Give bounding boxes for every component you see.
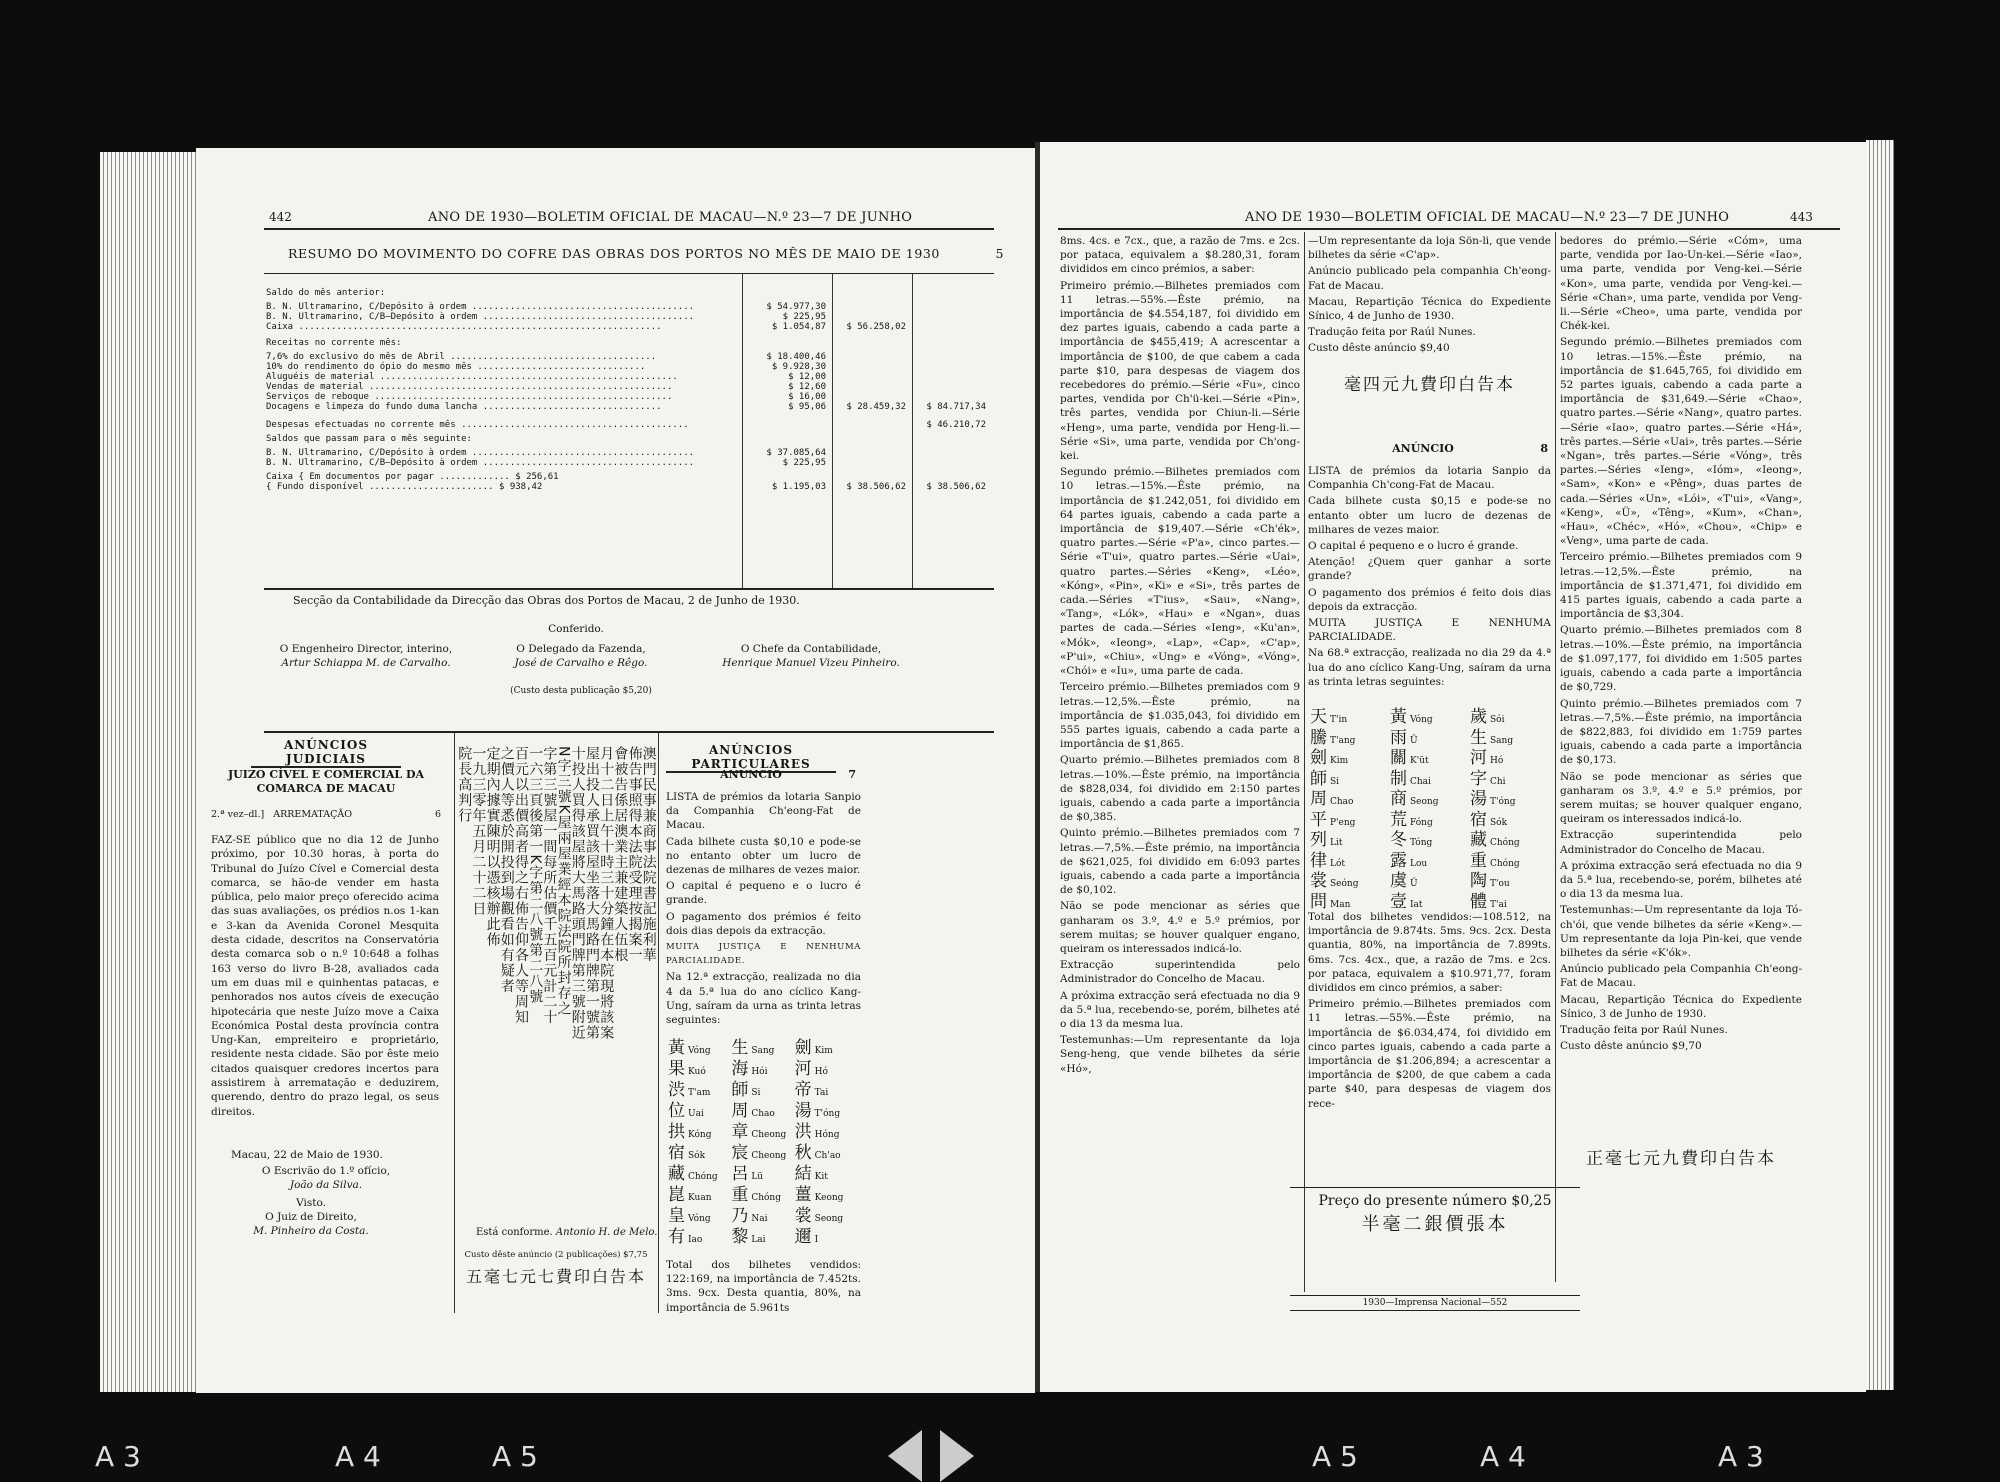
- letter-char: 黃: [668, 1038, 685, 1058]
- resumo-row: [266, 338, 986, 348]
- juiz: Visto. O Juiz de Direito, M. Pinheiro da Costa.: [253, 1197, 369, 1238]
- letter-char: 雨: [1390, 727, 1407, 748]
- letter-romanization: Chóng: [1490, 858, 1520, 869]
- column-divider: [454, 733, 455, 1313]
- resumo-value: $ 9.928,30: [771, 362, 826, 372]
- paragraph: Anúncio publicado pela companhia Ch'eong-Fat de Macau.: [1308, 265, 1551, 292]
- letter-romanization: Seóng: [1330, 879, 1359, 889]
- chinese-column: 院長高判行: [456, 746, 473, 824]
- resumo-row: [266, 458, 986, 468]
- letter-romanization: Cheong: [751, 1130, 787, 1140]
- letter-char: 重: [1470, 850, 1487, 871]
- resumo-row: [266, 362, 986, 372]
- letter-char: 陶: [1470, 871, 1487, 891]
- resumo-row: [266, 372, 986, 382]
- letter-char: 藏: [1470, 830, 1487, 850]
- letter-romanization: Kóng: [688, 1130, 712, 1140]
- letter-romanization: Hói: [751, 1067, 768, 1077]
- letter-char: 洪: [794, 1122, 812, 1142]
- letter-romanization: Sói: [1490, 715, 1505, 725]
- letter-romanization: Si: [1330, 776, 1340, 787]
- resumo-label: Serviços de reboque .......................................................: [266, 392, 673, 402]
- resumo-value: $ 46.210,72: [926, 420, 986, 430]
- resumo-row: [266, 482, 986, 492]
- chinese-column: 會被告係居澳業主兼建築人伍根: [612, 746, 629, 963]
- header-rule: [1058, 228, 1840, 230]
- paragraph: 8ms. 4cs. e 7cx., que, a razão de 7ms. e 2cs. por pataca, equivalem a $8.280,31, foram divididos em cinco prémios, a saber:: [1060, 235, 1300, 276]
- letter-romanization: Sók: [688, 1151, 706, 1161]
- resumo-row: [266, 352, 986, 362]
- chinese-column: 屋出投人承買該屋坐落大馬路門牌第一號第: [584, 746, 600, 1041]
- right-column-2-top: [1308, 234, 1551, 358]
- col3-cjk-footer: 正毫七元九費印白告本: [1586, 1149, 1776, 1169]
- letter-char: 劍: [1310, 748, 1327, 768]
- letter-char: 邇: [794, 1227, 812, 1247]
- letter-romanization: T'óng: [814, 1109, 841, 1119]
- resumo-label: { Fundo disponível ....................... $ 938,42: [266, 482, 543, 492]
- letter-char: 崑: [668, 1185, 685, 1205]
- letter-char: 宿: [1470, 809, 1487, 830]
- escrivao: O Escrivão do 1.º ofício, João da Silva.: [261, 1165, 391, 1192]
- letter-char: 帝: [794, 1080, 812, 1100]
- resumo-row: [266, 420, 986, 430]
- page-number: 442: [269, 210, 292, 224]
- resumo-label: B. N. Ultramarino, C/B–Depósito à ordem .......................................: [266, 458, 695, 468]
- resumo-value: $ 38.506,62: [926, 482, 986, 492]
- section-rule: [264, 731, 994, 733]
- conforme: Está conforme. Antonio H. de Melo.: [476, 1227, 658, 1238]
- paragraph: Atenção! ¿Quem quer ganhar a sorte grande?: [1308, 556, 1551, 583]
- resumo-label: Caixa { Em documentos por pagar ............. $ 256,61: [266, 472, 559, 482]
- resumo-value: $ 225,95: [782, 312, 826, 322]
- price-cjk: 半毫二銀價張本: [1361, 1214, 1509, 1235]
- letter-romanization: T'óng: [1490, 797, 1516, 807]
- chinese-column: 月十二日上午十時三十分鐘在本院現將該案: [598, 746, 615, 1041]
- letter-char: 裳: [1310, 871, 1327, 891]
- letter-char: 湯: [794, 1101, 812, 1121]
- letter-romanization: Kim: [814, 1046, 833, 1056]
- resumo-row: [266, 402, 986, 412]
- resumo-label: Receitas no corrente mês:: [266, 338, 402, 348]
- chinese-footer: 五毫七元七費印白告本: [465, 1267, 646, 1286]
- right-column-2-totals: [1308, 910, 1551, 1113]
- paragraph: Quarto prémio.—Bilhetes premiados com 8 letras.—10%.—Êste prémio, na importância de $828,034, foi dividido em 2:150 partes iguais, cabendo a cada parte a importância de $0,385.: [1060, 754, 1300, 824]
- letter-char: 周: [731, 1101, 749, 1121]
- letter-romanization: P'eng: [1330, 817, 1356, 828]
- resumo-row: [266, 322, 986, 332]
- film-mark: A 4: [1480, 1440, 1526, 1473]
- letter-romanization: Vóng: [688, 1046, 711, 1056]
- resumo-label: B. N. Ultramarino, C/Depósito à ordem .........................................: [266, 302, 695, 312]
- letter-char: 位: [668, 1101, 685, 1121]
- chinese-column: 澳門民事兼商事法院書記施利華: [640, 746, 657, 963]
- letter-cell: [1390, 887, 1423, 912]
- letter-romanization: Chai: [1410, 776, 1431, 787]
- resumo-value: $ 1.054,87: [771, 322, 826, 332]
- paragraph: Quinto prémio.—Bilhetes premiados com 7 letras.—7,5%.—Êste prémio, na importância de $621,025, foi dividido em 6:093 partes iguais, cabendo a cada parte a importância de $0,102.: [1060, 827, 1300, 897]
- letter-romanization: Iat: [1410, 899, 1423, 910]
- paragraph: Tradução feita por Raúl Nunes.: [1308, 326, 1476, 339]
- table-divider: [832, 273, 833, 588]
- resumo-value: $ 54.977,30: [766, 302, 826, 312]
- particulares-body: LISTA de prémios da lotaria Sanpio da Companhia Ch'eong-Fat de Macau. Cada bilhete custa $0,10 e pode-se no entanto obter um lucro de dezenas de milhares de vezes maior. O capital é pequeno e o lucro é grande. O pagamento dos prémios é feito dois dias depois da extracção. MUITA JUSTIÇA E NENHUMA PARCIALIDADE. Na 12.ª extracção, realizada no dia 4 da 5.ª lua do ano cíclico Kang-Ung, saíram da urna as trinta letras seguintes:: [666, 791, 861, 1027]
- letter-char: 關: [1390, 748, 1407, 768]
- chinese-column: 一六三頁後第一K字第二八號第二八號: [527, 746, 544, 1005]
- resumo-label: Saldo do mês anterior:: [266, 288, 386, 298]
- resumo-label: Saldos que passam para o mês seguinte:: [266, 434, 472, 444]
- title-rule: [264, 273, 994, 274]
- resumo-value: $ 95,06: [788, 402, 826, 412]
- paragraph: Anúncio publicado pela Companhia Ch'eong-Fat de Macau.: [1560, 963, 1802, 990]
- letter-char: 結: [794, 1164, 812, 1184]
- letter-char: 皇: [668, 1206, 685, 1226]
- letter-char: 秋: [794, 1143, 812, 1163]
- arrematacao-line: 2.ª vez–dl.] ARREMATAÇÃO 6: [211, 809, 441, 820]
- resumo-value: $ 37.085,64: [766, 448, 826, 458]
- letter-romanization: Si: [751, 1088, 761, 1098]
- letter-romanization: Hó: [1490, 756, 1504, 766]
- letter-char: 有: [668, 1227, 685, 1247]
- letter-char: 平: [1310, 809, 1327, 830]
- resumo-value: $ 18.400,46: [766, 352, 826, 362]
- film-arrow-left: [888, 1430, 922, 1482]
- letter-char: 冬: [1390, 830, 1407, 850]
- letter-cell: [731, 1222, 765, 1247]
- letter-romanization: T'ou: [1490, 879, 1510, 889]
- page-number: 443: [1790, 210, 1813, 224]
- letter-romanization: Kit: [814, 1172, 828, 1182]
- resumo-label: 7,6% do exclusivo do mês de Abril ......................................: [266, 352, 657, 362]
- paragraph: Cada bilhete custa $0,15 e pode-se no entanto obter um lucro de dezenas de milhares de vezes maior.: [1308, 495, 1551, 536]
- letter-char: 乃: [731, 1206, 749, 1226]
- paragraph: Extracção superintendida pelo Administrador do Concelho de Macau.: [1060, 959, 1300, 986]
- resumo-label: Docagens e limpeza do fundo duma lancha .................................: [266, 402, 662, 412]
- letter-romanization: Tai: [814, 1088, 829, 1098]
- chinese-custo: Custo dêste anúncio (2 publicações) $7,75: [464, 1250, 648, 1260]
- letter-romanization: Kim: [1330, 756, 1349, 766]
- letter-char: 河: [1470, 748, 1487, 768]
- paragraph: Segundo prémio.—Bilhetes premiados com 10 letras.—15%.—Êste prémio, na importância de $1.242,051, foi dividido em 64 partes iguais, cabendo a cada parte a importância de $19,407.—Série «Ch'ék», quatro partes.—Série «P'a», cinco partes.—Série «T'ui», quatro partes.—Série «Uai», quatro partes.—Séries «Keng», «Léo», «Kóng», «Pin», «Ki» e «Si», três partes de cada.—Séries «T'ius», «Sau», «Nang», «Tang», «Lók», «Hau» e «Ngan», duas partes de cada.—Séries «Ieng», «Ku'an», «Mók», «Ieong», «Lap», «Cap», «C'ap», «P'ui», «Chiu», «Ung» e «Vóng», «Vóng», «Chói» e «Iu», uma parte de cada.: [1060, 466, 1300, 678]
- letter-char: 荒: [1390, 809, 1407, 830]
- chinese-column: N字三號K屋兩屋業經本院法院所封存之: [555, 746, 572, 1017]
- right-column-3: [1560, 234, 1802, 1055]
- paragraph: Tradução feita por Raúl Nunes.: [1560, 1023, 1728, 1036]
- column-divider: [1304, 232, 1305, 1292]
- letter-romanization: Chao: [751, 1109, 775, 1119]
- price-line: Preço do presente número $0,25: [1318, 1193, 1552, 1209]
- letter-char: 劍: [794, 1038, 812, 1058]
- letter-cell: [1310, 887, 1350, 912]
- film-strip: [0, 1393, 2000, 1465]
- letter-romanization: Nai: [751, 1214, 768, 1224]
- letter-char: 字: [1470, 768, 1487, 789]
- imprensa-nacional: 1930—Imprensa Nacional—552: [1290, 1295, 1580, 1311]
- table-divider: [912, 273, 913, 588]
- letter-romanization: Uai: [688, 1109, 704, 1119]
- letter-char: 制: [1390, 768, 1407, 789]
- chinese-column: 一九三零年五月二十二日: [470, 746, 487, 917]
- column-divider: [658, 733, 659, 1313]
- letter-char: 裳: [794, 1206, 812, 1226]
- letter-romanization: Man: [1330, 899, 1351, 910]
- resumo-value: $ 28.459,32: [846, 402, 906, 412]
- resumo-row: [266, 472, 986, 482]
- letter-char: 藏: [668, 1164, 685, 1184]
- paragraph: LISTA de prémios da lotaria Sanpio da Companhia Ch'cong-Fat de Macau.: [1308, 465, 1551, 492]
- resumo-row: [266, 312, 986, 322]
- letter-char: 宿: [668, 1143, 685, 1163]
- letter-char: 律: [1310, 850, 1327, 871]
- paragraph: bedores do prémio.—Série «Cóm», uma parte, vendida por Iao-Un-kei.—Série «Iao», uma parte, vendida por Veng-kei.—Série «Kon», uma parte, vendida por Veng-kei.—Série «Chan», uma parte, vendida por Veng-li.—Série «Cheo», uma parte, vendida por Chék-kei.: [1560, 235, 1802, 333]
- paragraph: Terceiro prémio.—Bilhetes premiados com 9 letras.—12,5%.—Êste prémio, na importância de $1.035,043, foi dividido em 555 partes iguais, cabendo a cada parte a importância de $1,865.: [1060, 681, 1300, 751]
- letter-romanization: Lót: [1330, 858, 1346, 869]
- letter-romanization: Iao: [688, 1235, 703, 1245]
- letter-romanization: T'ai: [1490, 899, 1507, 910]
- letter-char: 海: [731, 1059, 749, 1079]
- conferido: Conferido.: [548, 623, 604, 635]
- paragraph: Extracção superintendida pelo Administrador do Concelho de Macau.: [1560, 829, 1802, 856]
- resumo-label: Vendas de material ........................................................: [266, 382, 673, 392]
- paragraph: Na 68.ª extracção, realizada no dia 29 da 4.ª lua do ano cíclico Kang-Ung, saíram da urna as trinta letras seguintes:: [1308, 647, 1551, 688]
- letter-romanization: Chao: [1330, 797, 1354, 807]
- letter-romanization: Ü: [1410, 735, 1418, 746]
- resumo-label: Caixa ...................................................................: [266, 322, 662, 332]
- resumo-title: RESUMO DO MOVIMENTO DO COFRE DAS OBRAS DOS PORTOS NO MÊS DE MAIO DE 1930 5: [288, 246, 1004, 261]
- letter-romanization: Lai: [751, 1235, 766, 1245]
- letter-char: 生: [1470, 727, 1487, 748]
- seccao-text: Secção da Contabilidade da Direcção das Obras dos Portos de Macau, 2 de Junho de 1930.: [293, 594, 800, 607]
- film-mark: A 5: [1312, 1440, 1358, 1473]
- letter-romanization: Cheong: [751, 1151, 787, 1161]
- paragraph: O capital é pequeno e o lucro é grande.: [1308, 540, 1519, 553]
- paragraph: Custo dêste anúncio $9,70: [1560, 1040, 1702, 1053]
- resumo-value: $ 16,00: [788, 392, 826, 402]
- letter-romanization: Keong: [814, 1193, 844, 1203]
- resumo-row: [266, 382, 986, 392]
- paragraph: Terceiro prémio.—Bilhetes premiados com 9 letras.—12,5%.—Êste prémio, na importância de $1.371,471, foi dividido em 415 partes iguais, cabendo a cada parte a importância de $3,304.: [1560, 551, 1802, 621]
- letter-char: 體: [1470, 891, 1487, 912]
- film-mark: A 5: [492, 1440, 538, 1473]
- letter-romanization: Lou: [1410, 858, 1428, 869]
- paragraph: Segundo prémio.—Bilhetes premiados com 10 letras.—15%.—Êste prémio, na importância de $1.645,765, foi dividido em 52 partes iguais, cabendo a cada parte a importância de $31,649.—Série «Chao», quatro partes.—Série «Nang», quatro partes.—Série «Iao», quatro partes.—Série «Há», três partes.—Série «Uai», três partes.—Série «Ngan», três partes.—Série «Vóng», três partes.—Séries «Ieng», «Ióm», «Ieong», «Sam», «Kon» e «Pêng», duas partes de cada.—Séries «Un», «Lói», «T'ui», «Vang», «Keng», «Ü», «Têng», «Kum», «Chan», «Hau», «Chéc», «Hó», «Chou», «Chip» e «Veng», uma parte de cada.: [1560, 336, 1802, 548]
- letter-romanization: Vóng: [1410, 715, 1433, 725]
- paragraph: MUITA JUSTIÇA E NENHUMA PARCIALIDADE.: [1308, 617, 1551, 644]
- paragraph: Total dos bilhetes vendidos:—108.512, na importância de 9.874ts. 5ms. 9cs. 2cx. Desta quantia, 80%, na importância de 7.899ts. 6ms. 7cs. 4cx., que, a razão de 7ms. e 2cs. por pataca, equivalem a $10.971,77, foram divididos em cinco prémios, a saber:: [1308, 911, 1551, 995]
- paragraph: Testemunhas:—Um representante da loja Tó-ch'ói, que vende bilhetes da série «Keng».—Um representante da loja Pin-kei, que vende bilhetes da série «K'ók».: [1560, 904, 1802, 959]
- paragraph: O pagamento dos prémios é feito dois dias depois da extracção.: [1308, 586, 1551, 613]
- judiciais-date: Macau, 22 de Maio de 1930.: [231, 1149, 383, 1161]
- paragraph: Primeiro prémio.—Bilhetes premiados com 11 letras.—55%.—Êste prémio, na importância de $6.034,474, foi dividido em cinco partes iguais, cabendo a cada parte a importância de $1.206,894; a acrescentar a importância de $200, de que cabem a cada parte $40, para despesas de viagem dos rece-: [1308, 998, 1551, 1110]
- letter-romanization: Seong: [1410, 797, 1439, 807]
- resumo-row: [266, 288, 986, 298]
- letter-romanization: T'am: [688, 1088, 711, 1098]
- paragraph: Custo dêste anúncio $9,40: [1308, 342, 1450, 355]
- letter-char: 渋: [668, 1080, 685, 1100]
- anuncio-8-heading: ANÚNCIO 8: [1392, 442, 1548, 455]
- letter-romanization: I: [814, 1235, 819, 1245]
- letter-romanization: Ü: [1410, 879, 1418, 889]
- anuncio-heading: ANÚNCIO 7: [720, 768, 856, 781]
- table-divider: [742, 273, 743, 588]
- film-arrow-right: [940, 1430, 974, 1482]
- letter-cell: [1470, 887, 1507, 912]
- letter-romanization: Ch'ao: [814, 1151, 841, 1161]
- header-rule: [264, 228, 994, 230]
- page-header: ANO DE 1930—BOLETIM OFICIAL DE MACAU—N.º 23—7 DE JUNHO: [1245, 210, 1730, 225]
- letter-romanization: Lit: [1330, 838, 1343, 848]
- resumo-label: Despesas efectuadas no corrente mês ..........................................: [266, 420, 689, 430]
- letter-romanization: T'ang: [1330, 735, 1356, 746]
- resumo-label: Aluguéis de material .......................................................: [266, 372, 678, 382]
- paragraph: Primeiro prémio.—Bilhetes premiados com 11 letras.—55%.—Êste prémio, na importância de $4.554,187, foi dividido em dez partes iguais, cabendo a cada parte a importância de $455,419; A acrescentar a importância de $100, de que cabem a cada parte $10, para despesas de viagem dos recebedores do prémio.—Série «Fu», cinco partes, vendida por Ch'ü-kei.—Série «Pin», três partes, vendida por Chiun-li.—Série «Heng», uma parte, vendida por Heng-li.—Série «Si», uma parte, vendida por Ch'ong-kei.: [1060, 279, 1300, 463]
- letter-char: 露: [1390, 850, 1407, 871]
- letter-romanization: Sang: [1490, 735, 1514, 746]
- resumo-label: 10% do rendimento do ópio do mesmo mês ...............................: [266, 362, 646, 372]
- paragraph: Não se pode mencionar as séries que ganharam os 3.º, 4.º e 5.º prémios, por serem muitas; se houver qualquer engano, queiram os interessados indicá-lo.: [1060, 900, 1300, 955]
- signature-director: O Engenheiro Director, interino, Artur Schiappa M. de Carvalho.: [279, 643, 453, 670]
- letter-romanization: Chóng: [688, 1172, 718, 1182]
- letter-char: 列: [1310, 830, 1327, 850]
- letter-romanization: Vóng: [688, 1214, 711, 1224]
- letter-romanization: Fóng: [1410, 817, 1433, 828]
- paragraph: Não se pode mencionar as séries que ganharam os 3.º, 4.º e 5.º prémios, por serem muitas; se houver qualquer engano, queiram os interessados indicá-lo.: [1560, 770, 1802, 826]
- letter-romanization: Sók: [1490, 817, 1508, 828]
- letter-char: 壹: [1390, 891, 1407, 912]
- paragraph: A próxima extracção será efectuada no dia 9 da 5.ª lua, recebendo-se, porém, bilhetes até o dia 13 da mesma lua.: [1560, 859, 1802, 901]
- resumo-value: $ 12,60: [788, 382, 826, 392]
- total-bilhetes: Total dos bilhetes vendidos: 122:169, na importância de 7.452ts. 3ms. 9cx. Desta quantia, 80%, na importância de 5.961ts: [666, 1259, 861, 1314]
- letter-romanization: Kuó: [688, 1067, 706, 1077]
- letter-char: 拱: [668, 1122, 685, 1142]
- letter-romanization: Chóng: [751, 1193, 781, 1203]
- right-page: [1040, 142, 1866, 1392]
- letter-cell: [795, 1222, 819, 1247]
- film-mark: A 4: [335, 1440, 381, 1473]
- letter-char: 問: [1310, 891, 1327, 912]
- paragraph: Macau, Repartição Técnica do Expediente Sínico, 4 de Junho de 1930.: [1308, 295, 1551, 323]
- letter-char: 黎: [731, 1227, 749, 1247]
- particulares-heading: ANÚNCIOS PARTICULARES: [666, 743, 836, 773]
- letter-romanization: K'üt: [1410, 756, 1429, 766]
- page-edge-stack-left: [100, 152, 196, 1392]
- letter-char: 商: [1390, 789, 1407, 809]
- letter-romanization: Chi: [1490, 776, 1506, 787]
- letter-char: 湯: [1470, 789, 1487, 809]
- letter-cell: [668, 1222, 702, 1247]
- letter-char: 周: [1310, 789, 1327, 809]
- letter-char: 薑: [794, 1185, 812, 1205]
- letter-romanization: Kuan: [688, 1193, 712, 1203]
- letter-char: 師: [1310, 768, 1327, 789]
- letter-char: 生: [731, 1038, 749, 1058]
- resumo-value: $ 56.258,02: [846, 322, 906, 332]
- column-divider: [1555, 232, 1556, 1282]
- table-bottom-rule: [264, 588, 994, 590]
- resumo-label: B. N. Ultramarino, C/Depósito à ordem .........................................: [266, 448, 695, 458]
- paragraph: Testemunhas:—Um representante da loja Seng-heng, que vende bilhetes da série «Hó»,: [1060, 1034, 1300, 1075]
- paragraph: Quarto prémio.—Bilhetes premiados com 8 letras.—10%.—Êste prémio, na importância de $1.097,177, foi dividido em 1:505 partes iguais, cabendo a cada parte a importância de $0,729.: [1560, 624, 1802, 694]
- col2-cjk-footer: 毫四元九費印白告本: [1344, 375, 1515, 395]
- resumo-value: $ 12,00: [788, 372, 826, 382]
- letter-char: 黃: [1390, 707, 1407, 727]
- resumo-value: $ 1.195,03: [771, 482, 826, 492]
- letter-romanization: Hó: [814, 1067, 828, 1077]
- paragraph: Quinto prémio.—Bilhetes premiados com 7 letras.—7,5%.—Êste prémio, na importância de $822,883, foi dividido em 1:759 partes iguais, cabendo a cada parte a importância de $0,173.: [1560, 697, 1802, 767]
- letter-char: 師: [731, 1080, 749, 1100]
- letter-romanization: Hóng: [814, 1130, 840, 1140]
- court-name: JUIZO CÍVEL E COMERCIAL DA COMARCA DE MACAU: [227, 768, 425, 796]
- resumo-row: [266, 448, 986, 458]
- letter-romanization: T'in: [1330, 715, 1348, 725]
- chinese-column: 十投人買得該屋將大馬路頭門牌第三號附近: [569, 746, 586, 1041]
- chinese-column: 定期內據實陳明以憑核辦此佈: [484, 746, 501, 948]
- letter-char: 重: [731, 1185, 749, 1205]
- right-column-1: [1060, 234, 1300, 1078]
- letter-romanization: Lü: [751, 1172, 764, 1182]
- left-page: [196, 148, 1035, 1393]
- resumo-value: $ 84.717,34: [926, 402, 986, 412]
- film-mark: A 3: [95, 1440, 141, 1473]
- resumo-row: [266, 302, 986, 312]
- letter-romanization: Seong: [814, 1214, 844, 1224]
- page-edge-stack-right: [1866, 140, 1894, 1390]
- custo-publicacao: (Custo desta publicação $5,20): [510, 686, 652, 696]
- price-rule: [1290, 1187, 1580, 1188]
- letter-char: 呂: [731, 1164, 749, 1184]
- film-mark: A 3: [1718, 1440, 1764, 1473]
- letter-romanization: Chóng: [1490, 838, 1520, 848]
- letter-char: 天: [1310, 707, 1327, 727]
- chinese-column: 字第三號屋一間每所估價千五百元計二十: [541, 746, 558, 1025]
- paragraph: Macau, Repartição Técnica do Expediente Sínico, 3 de Junho de 1930.: [1560, 993, 1802, 1020]
- letter-char: 果: [668, 1059, 685, 1079]
- judiciais-heading: ANÚNCIOS JUDICIAIS: [251, 738, 401, 768]
- paragraph: —Um representante da loja Sön-li, que vende bilhetes da série «C'ap».: [1308, 235, 1551, 262]
- page-header: ANO DE 1930—BOLETIM OFICIAL DE MACAU—N.º 23—7 DE JUNHO: [428, 210, 913, 225]
- chinese-column: 之價人等悉於開投到場觀看如有疑者: [498, 746, 515, 994]
- letter-char: 河: [794, 1059, 812, 1079]
- letter-char: 虞: [1390, 871, 1407, 891]
- resumo-row: [266, 434, 986, 444]
- resumo-label: B. N. Ultramarino, C/B–Depósito à ordem .......................................: [266, 312, 695, 322]
- resumo-row: [266, 392, 986, 402]
- right-column-2-body: [1308, 464, 1551, 691]
- judiciais-body: FAZ-SE público que no dia 12 de Junho próximo, por 10.30 horas, à porta do Tribunal do Juízo Cível e Comercial desta comarca, se hão-de vender em hasta pública, pelo maior preço oferecido acima das suas avaliações, os prédios n.os 1-kan e 3-kan da Avenida Coronel Mesquita desta cidade, descritos na Conservatória desta comarca sob o n.º 10:648 a folhas 163 verso do livro B-28, avaliados cada um em duas mil e quinhentas patacas, e penhorados nos autos cíveis de execução hipotecária que neste Juízo move a Caixa Económica Postal desta província contra Ung-Kan, empreiteiro e proprietário, residente nesta cidade. São por êste meio citados quaisquer credores incertos para assistirem à arrematação e deduzirem, querendo, dentro do prazo legal, os seus direitos.: [211, 834, 439, 1118]
- letter-char: 章: [731, 1122, 749, 1142]
- paragraph: A próxima extracção será efectuada no dia 9 da 5.ª lua, recebendo-se, porém, bilhetes até o dia 13 da mesma lua.: [1060, 989, 1300, 1030]
- letter-char: 宸: [731, 1143, 749, 1163]
- letter-romanization: Tóng: [1410, 838, 1433, 848]
- resumo-value: $ 225,95: [782, 458, 826, 468]
- signature-chefe: O Chefe da Contabilidade, Henrique Manuel Vizeu Pinheiro.: [722, 643, 900, 670]
- signature-delegado: O Delegado da Fazenda, José de Carvalho e Rêgo.: [514, 643, 648, 670]
- resumo-value: $ 38.506,62: [846, 482, 906, 492]
- letter-romanization: Sang: [751, 1046, 775, 1056]
- letter-char: 騰: [1310, 727, 1327, 748]
- chinese-column: 佈告事照得本法院受理按揭案一: [626, 746, 643, 963]
- chinese-column: 百元以出價高者得之右佈告仰各人等周知: [513, 746, 529, 1025]
- letter-char: 歲: [1470, 707, 1487, 727]
